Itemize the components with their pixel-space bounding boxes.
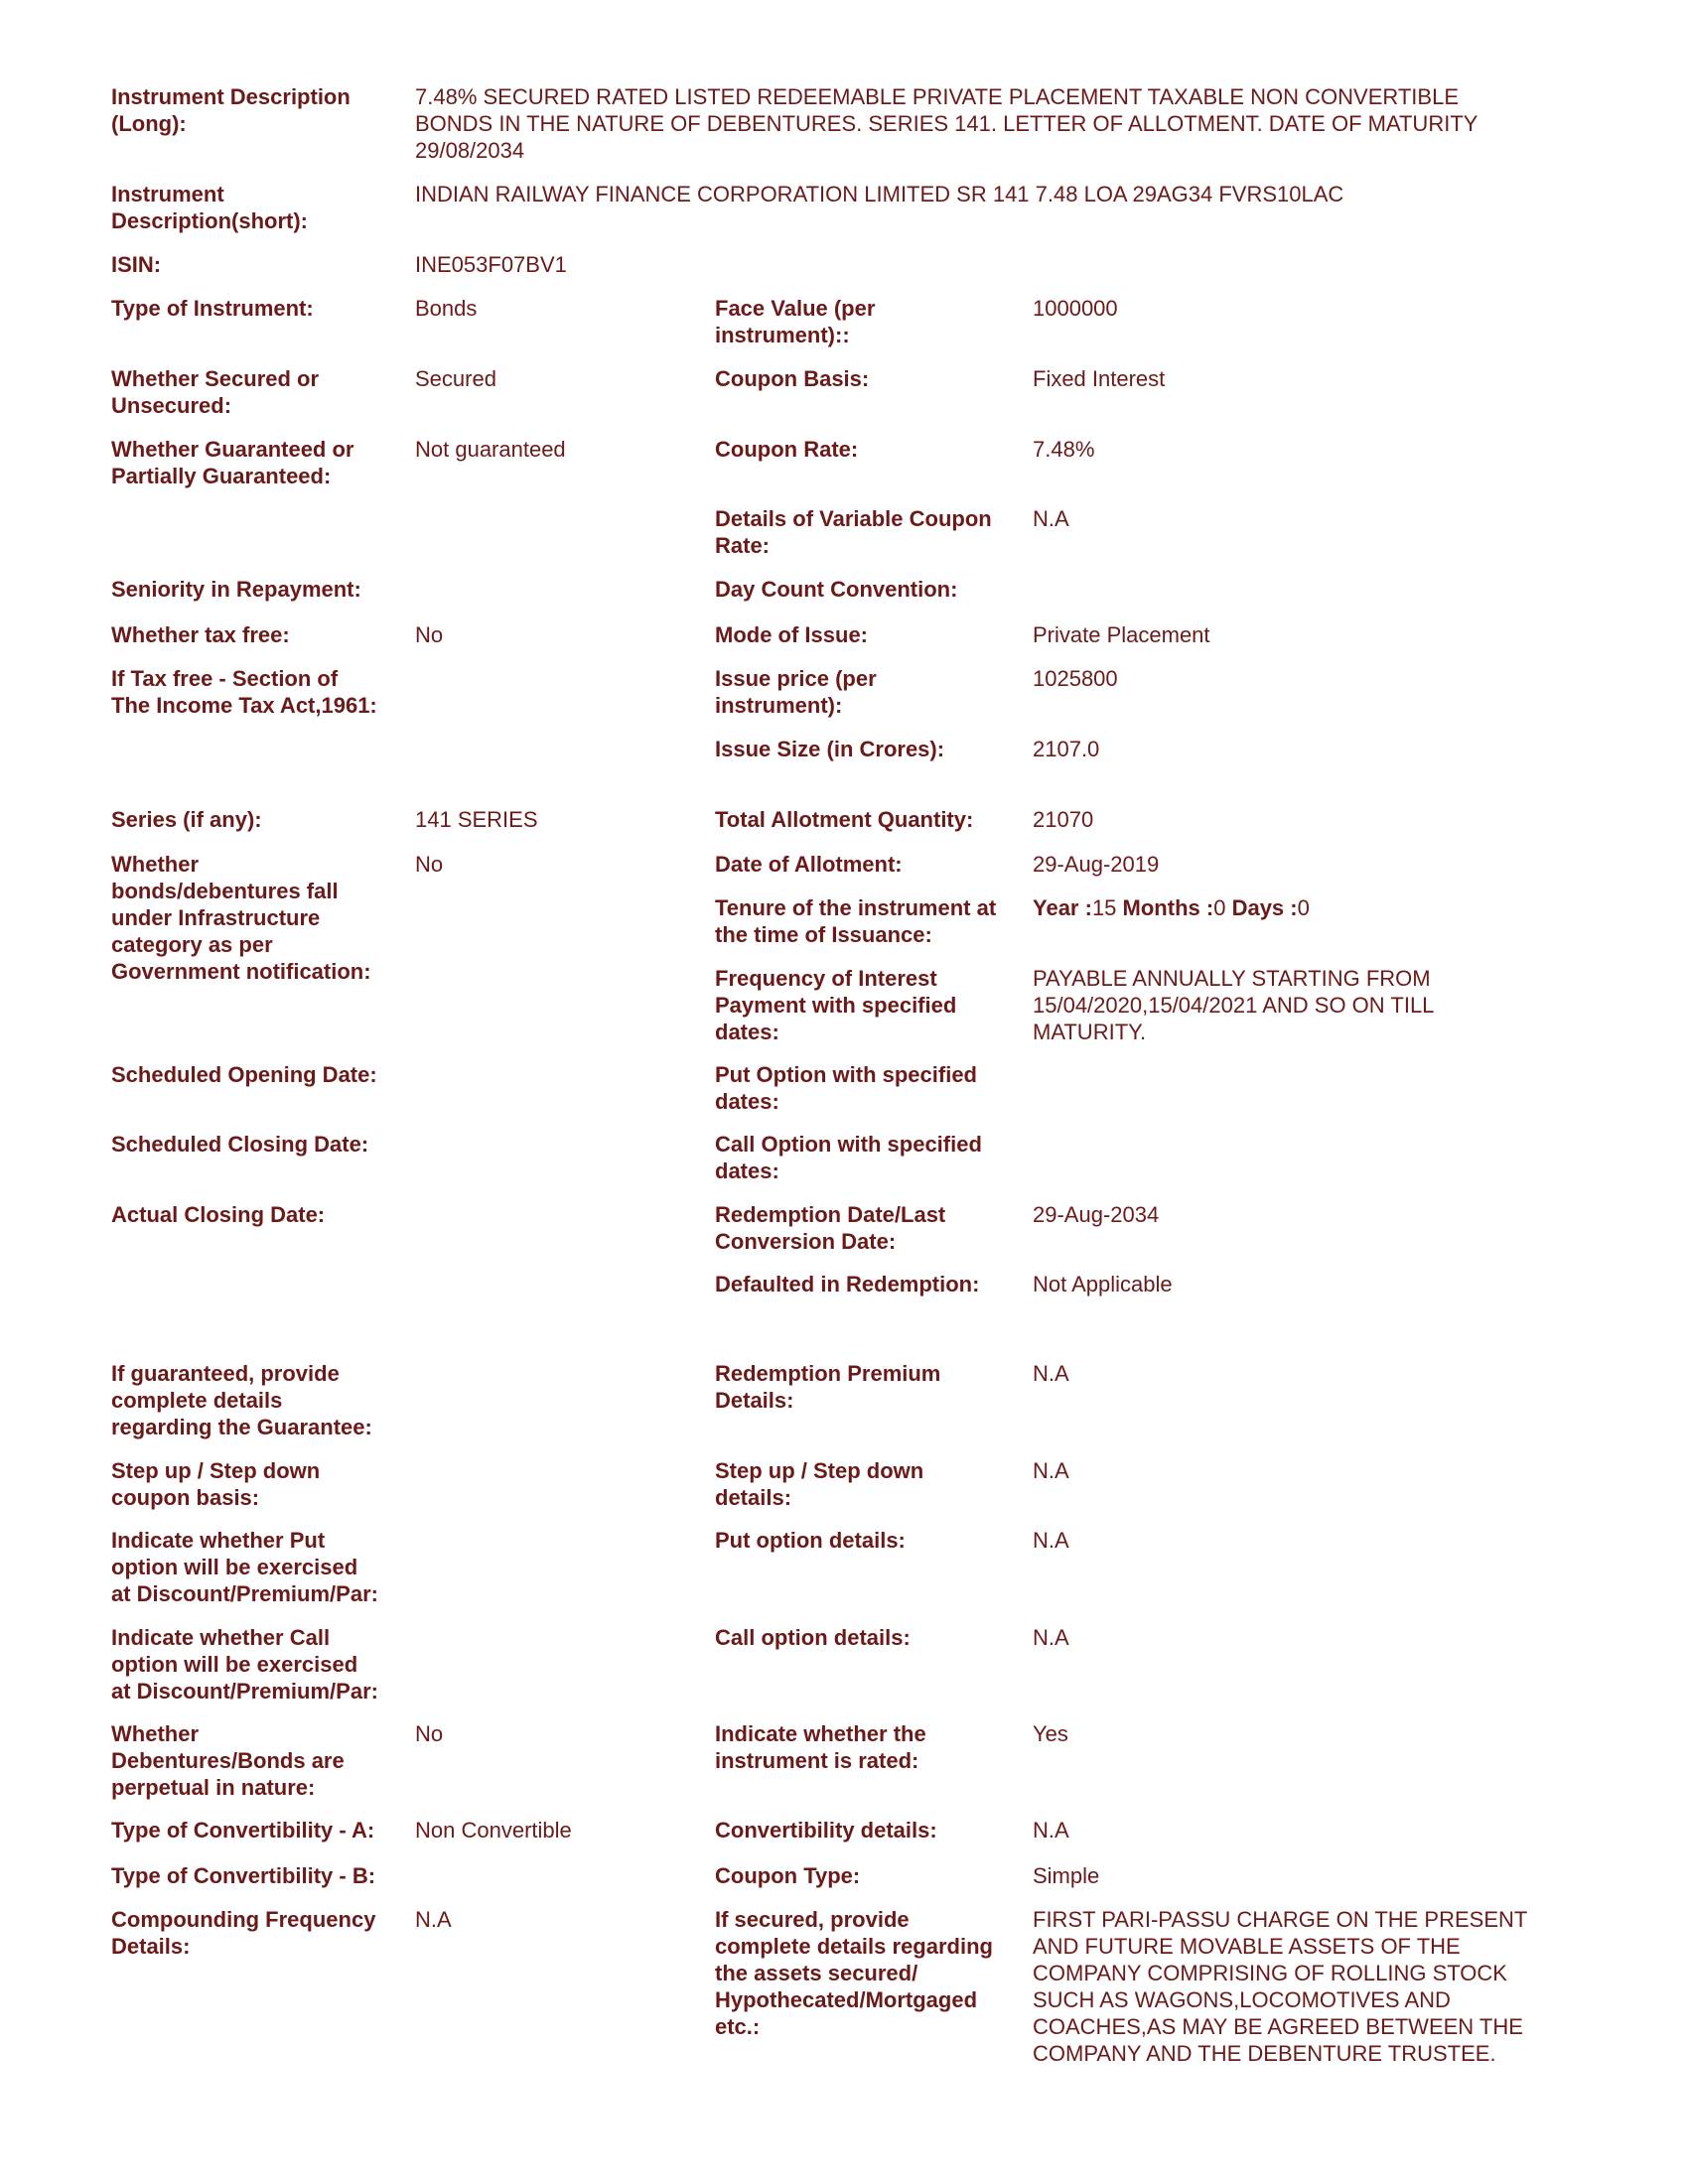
day-count-label: Day Count Convention: [715,577,958,602]
call-option-dates-label: Call Option with specified dates: [715,1132,982,1183]
series-value: 141 SERIES [415,807,538,832]
defaulted-label: Defaulted in Redemption: [715,1272,980,1297]
infrastructure-label: Whether bonds/debentures fall under Infrastructure category as per Government notification: [111,852,371,984]
tax-section-label: If Tax free - Section of The Income Tax Act,1961: [111,666,377,718]
step-details-value: N.A [1033,1458,1069,1483]
secured-value: Secured [415,366,496,391]
coupon-basis-label: Coupon Basis: [715,366,870,391]
type-of-instrument-label: Type of Instrument: [111,296,314,321]
issue-size-label: Issue Size (in Crores): [715,737,945,761]
variable-coupon-value: N.A [1033,506,1069,531]
compounding-label: Compounding Frequency Details: [111,1907,376,1959]
instrument-description-long-value: 7.48% SECURED RATED LISTED REDEEMABLE PRIVATE PLACEMENT TAXABLE NON CONVERTIBLE BONDS IN THE NATURE OF DEBENTURES. SERIES 141. LETTER OF ALLOTMENT. DATE OF MATURITY 29/08/2034 [415,84,1478,163]
coupon-type-value: Simple [1033,1863,1100,1888]
call-details-value: N.A [1033,1625,1069,1650]
face-value-label: Face Value (per instrument):: [715,296,876,347]
tenure-days-label: Days : [1231,895,1298,920]
coupon-basis-value: Fixed Interest [1033,366,1166,391]
infrastructure-value: No [415,852,444,877]
convertibility-a-value: Non Convertible [415,1818,572,1843]
interest-frequency-value: PAYABLE ANNUALLY STARTING FROM 15/04/2020,15/04/2021 AND SO ON TILL MATURITY. [1033,966,1435,1044]
redemption-date-value: 29-Aug-2034 [1033,1202,1160,1227]
call-details-label: Call option details: [715,1625,911,1650]
step-basis-label: Step up / Step down coupon basis: [111,1458,321,1510]
allotment-quantity-label: Total Allotment Quantity: [715,807,974,832]
instrument-description-short-label: Instrument Description(short): [111,182,308,233]
tenure-months: 0 [1213,895,1226,920]
guarantee-details-label: If guaranteed, provide complete details regarding the Guarantee: [111,1361,372,1439]
perpetual-value: No [415,1721,444,1746]
tenure-value [1033,894,1589,921]
tax-free-value: No [415,622,444,647]
call-exercise-label: Indicate whether Call option will be exercised at Discount/Premium/Par: [111,1625,378,1704]
allotment-date-value: 29-Aug-2019 [1033,852,1160,877]
instrument-description-short-value: INDIAN RAILWAY FINANCE CORPORATION LIMITED SR 141 7.48 LOA 29AG34 FVRS10LAC [415,182,1344,206]
issue-price-label: Issue price (per instrument): [715,666,877,718]
put-details-value: N.A [1033,1528,1069,1553]
actual-closing-label: Actual Closing Date: [111,1202,326,1227]
convertibility-details-label: Convertibility details: [715,1818,937,1843]
coupon-rate-label: Coupon Rate: [715,437,859,462]
issue-price-value: 1025800 [1033,666,1118,691]
tenure-year-label: Year : [1033,895,1092,920]
series-label: Series (if any): [111,807,262,832]
face-value-value: 1000000 [1033,296,1118,321]
tenure-year: 15 [1091,895,1117,920]
tenure-months-label: Months : [1122,895,1214,920]
coupon-rate-value: 7.48% [1033,437,1095,462]
interest-frequency-label: Frequency of Interest Payment with specified dates: [715,966,957,1044]
put-details-label: Put option details: [715,1528,906,1553]
guaranteed-value: Not guaranteed [415,437,566,462]
allotment-date-label: Date of Allotment: [715,852,903,877]
put-option-dates-label: Put Option with specified dates: [715,1062,977,1114]
rated-label: Indicate whether the instrument is rated: [715,1721,926,1773]
mode-of-issue-value: Private Placement [1033,622,1210,647]
tenure-days: 0 [1297,895,1310,920]
variable-coupon-label: Details of Variable Coupon Rate: [715,506,992,558]
convertibility-details-value: N.A [1033,1818,1069,1843]
perpetual-label: Whether Debentures/Bonds are perpetual in nature: [111,1721,345,1800]
type-of-instrument-value: Bonds [415,296,478,321]
opening-date-label: Scheduled Opening Date: [111,1062,377,1087]
put-exercise-label: Indicate whether Put option will be exercised at Discount/Premium/Par: [111,1528,378,1606]
convertibility-b-label: Type of Convertibility - B: [111,1863,376,1888]
assets-secured-value: FIRST PARI-PASSU CHARGE ON THE PRESENT AND FUTURE MOVABLE ASSETS OF THE COMPANY COMPRISING OF ROLLING STOCK SUCH AS WAGONS,LOCOMOTIVES AND COACHES,AS MAY BE AGREED BETWEEN THE COMPANY AND THE DEBENTURE TRUSTEE. [1033,1907,1528,2066]
guaranteed-label: Whether Guaranteed or Partially Guaranteed: [111,437,354,488]
seniority-label: Seniority in Repayment: [111,577,361,602]
coupon-type-label: Coupon Type: [715,1863,861,1888]
secured-label: Whether Secured or Unsecured: [111,366,320,418]
isin-label: ISIN: [111,252,162,277]
redemption-premium-value: N.A [1033,1361,1069,1386]
rated-value: Yes [1033,1721,1068,1746]
tax-free-label: Whether tax free: [111,622,290,647]
isin-value: INE053F07BV1 [415,252,567,277]
defaulted-value: Not Applicable [1033,1272,1173,1297]
closing-date-label: Scheduled Closing Date: [111,1132,369,1157]
tenure-label: Tenure of the instrument at the time of Issuance: [715,895,997,947]
convertibility-a-label: Type of Convertibility - A: [111,1818,375,1843]
assets-secured-label: If secured, provide complete details regarding the assets secured/ Hypothecated/Mortgaged etc.: [715,1907,993,2039]
mode-of-issue-label: Mode of Issue: [715,622,869,647]
allotment-quantity-value: 21070 [1033,807,1094,832]
redemption-premium-label: Redemption Premium Details: [715,1361,941,1413]
step-details-label: Step up / Step down details: [715,1458,924,1510]
compounding-value: N.A [415,1907,452,1932]
redemption-date-label: Redemption Date/Last Conversion Date: [715,1202,946,1254]
instrument-description-long-label: Instrument Description (Long): [111,84,351,136]
issue-size-value: 2107.0 [1033,737,1100,761]
